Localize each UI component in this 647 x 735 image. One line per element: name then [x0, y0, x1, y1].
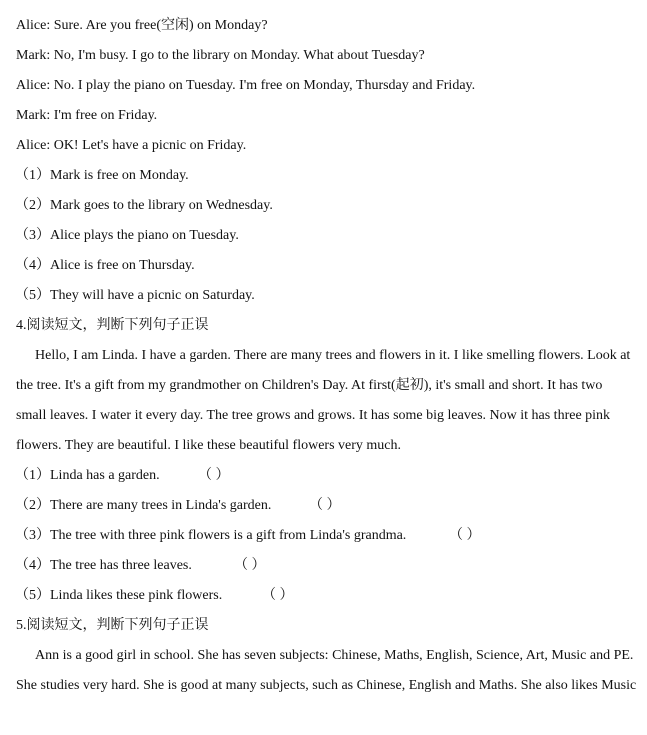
answer-blank-1[interactable]: （ ） [198, 468, 230, 483]
answer-blank-2[interactable]: （ ） [309, 498, 341, 513]
dialogue-line-3: Alice: No. I play the piano on Tuesday. I'm free on Monday, Thursday and Friday. [16, 78, 476, 93]
answer-blank-3[interactable]: （ ） [449, 528, 481, 543]
section4-question-1: （1）Linda has a garden. [15, 468, 160, 483]
section4-question-4: （4）The tree has three leaves. [15, 558, 192, 573]
section4-question-3: （3）The tree with three pink flowers is a gift from Linda's grandma. [15, 528, 407, 543]
dialogue-line-2: Mark: No, I'm busy. I go to the library on Monday. What about Tuesday? [16, 48, 425, 63]
answer-blank-5[interactable]: （ ） [262, 588, 294, 603]
dialogue-line-1: Alice: Sure. Are you free(空闲) on Monday? [16, 18, 268, 33]
section3-question-5: （5）They will have a picnic on Saturday. [15, 288, 255, 303]
section4-question-2: （2）There are many trees in Linda's garden. [15, 498, 272, 513]
section4-heading: 4.阅读短文，判断下列句子正误 [16, 318, 209, 333]
section5-passage-line-1: Ann is a good girl in school. She has seven subjects: Chinese, Maths, English, Science, Art, Music and PE. [35, 648, 634, 663]
section5-heading: 5.阅读短文，判断下列句子正误 [16, 618, 209, 633]
section4-passage-line-4: flowers. They are beautiful. I like these beautiful flowers very much. [16, 438, 401, 453]
answer-blank-4[interactable]: （ ） [234, 558, 266, 573]
section4-question-5: （5）Linda likes these pink flowers. [15, 588, 223, 603]
section4-passage-line-1: Hello, I am Linda. I have a garden. There are many trees and flowers in it. I like smelling flowers. Look at [35, 348, 631, 363]
section4-passage-line-2: the tree. It's a gift from my grandmother on Children's Day. At first(起初), it's small and short. It has two [16, 378, 603, 393]
section3-question-3: （3）Alice plays the piano on Tuesday. [15, 228, 239, 243]
dialogue-line-4: Mark: I'm free on Friday. [16, 108, 158, 123]
section3-question-4: （4）Alice is free on Thursday. [15, 258, 195, 273]
section5-passage-line-2: She studies very hard. She is good at many subjects, such as Chinese, English and Maths. She also likes Music [16, 678, 637, 693]
dialogue-line-5: Alice: OK! Let's have a picnic on Friday. [16, 138, 247, 153]
section3-question-1: （1）Mark is free on Monday. [15, 168, 189, 183]
section4-passage-line-3: small leaves. I water it every day. The tree grows and grows. It has some big leaves. Now it has three pink [16, 408, 611, 423]
section3-question-2: （2）Mark goes to the library on Wednesday. [15, 198, 273, 213]
